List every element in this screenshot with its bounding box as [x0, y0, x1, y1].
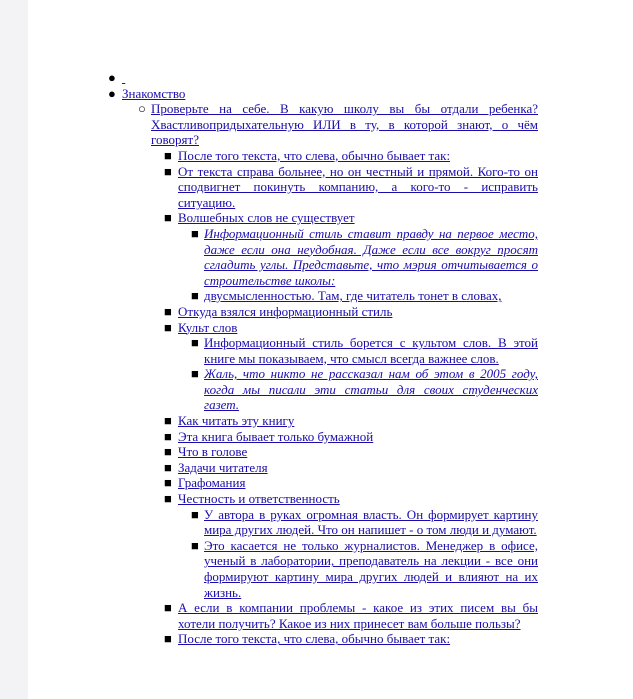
link-item[interactable]: А если в компании проблемы - какое из этих писем вы бы хотели получить? Какое из них принесет вам больше пользы? — [178, 600, 538, 631]
bullet-square-icon: ■ — [191, 366, 199, 382]
bullet-circle-icon: ○ — [138, 101, 146, 117]
bullet-square-icon: ■ — [164, 491, 172, 507]
link-item[interactable]: У автора в руках огромная власть. Он формирует картину мира других людей. Что он напишет - о том люди и думают. — [204, 506, 538, 538]
outline-level-3 — [164, 147, 538, 647]
link-item[interactable]: Информационный стиль ставит правду на первое место, даже если она неудобная. Даже если все вокруг просят сгладить углы. Представьте, что мэрия отчитывается о строительстве школы: — [204, 225, 538, 288]
bullet-square-icon: ■ — [164, 303, 172, 319]
outline-level-4 — [191, 335, 538, 413]
bullet-square-icon: ■ — [164, 413, 172, 429]
bullet-square-icon: ■ — [164, 163, 172, 179]
bullet-square-icon: ■ — [191, 506, 199, 522]
link-item[interactable]: После того текста, что слева, обычно бывает так: — [178, 631, 451, 647]
bullet-square-icon: ■ — [164, 210, 172, 226]
bullet-square-icon: ■ — [191, 335, 199, 351]
link-item[interactable]: Задачи читателя — [178, 459, 268, 475]
outline-item-intro — [108, 85, 538, 647]
link-item[interactable]: После того текста, что слева, обычно бывает так: — [178, 147, 451, 163]
link-item[interactable]: Волшебных слов не существует — [178, 210, 355, 226]
link-item[interactable]: Культ слов — [178, 319, 238, 335]
list-item — [164, 631, 538, 647]
list-item — [164, 459, 538, 476]
bullet-square-icon: ■ — [164, 147, 172, 163]
empty-list-item — [108, 70, 537, 86]
outline-root — [108, 70, 538, 647]
outline-level-4 — [191, 225, 538, 304]
bullet-square-icon: ■ — [164, 475, 172, 491]
bullet-disc-icon: ● — [108, 70, 116, 85]
link-item[interactable]: Эта книга бывает только бумажной — [178, 428, 374, 444]
list-item — [164, 319, 538, 414]
link-item[interactable]: Информационный стиль борется с культом слов. В этой книге мы показываем, что смысл всегда важнее слов. — [204, 335, 538, 366]
link-item[interactable]: От текста справа больнее, но он честный и прямой. Кого-то он сподвигнет покинуть компанию, а кого-то - исправить ситуацию. — [178, 163, 538, 210]
bullet-square-icon: ■ — [164, 631, 172, 647]
list-item — [164, 475, 538, 491]
outline-level-4 — [191, 506, 538, 601]
link-item[interactable]: Графомания — [178, 475, 246, 491]
list-item — [164, 444, 538, 460]
bullet-square-icon: ■ — [164, 444, 172, 460]
list-item — [191, 537, 538, 600]
link-item[interactable]: Честность и ответственность — [178, 491, 340, 507]
bullet-disc-icon: ● — [108, 85, 116, 101]
list-item — [164, 428, 538, 445]
list-item — [164, 303, 538, 320]
link-item[interactable]: Откуда взялся информационный стиль — [178, 303, 393, 319]
list-item — [191, 288, 538, 304]
bullet-square-icon: ■ — [164, 319, 172, 335]
bullet-square-icon: ■ — [191, 537, 199, 553]
link-item[interactable]: двусмысленностью. Там, где читатель тонет в словах, — [204, 288, 502, 304]
link-item[interactable]: Как читать эту книгу — [178, 413, 295, 429]
list-item — [191, 366, 538, 413]
list-item — [191, 335, 538, 366]
list-item — [164, 491, 538, 600]
link-intro[interactable]: Знакомство — [122, 85, 186, 101]
outline-level-2 — [138, 101, 538, 647]
list-item — [164, 413, 538, 429]
bullet-square-icon: ■ — [164, 459, 172, 475]
list-item — [164, 163, 538, 211]
link-item[interactable]: Жаль, что никто не рассказал нам об этом в 2005 году, когда мы писали эти статьи для своих студенческих газет. — [204, 366, 538, 413]
list-item — [164, 147, 538, 164]
bullet-square-icon: ■ — [164, 428, 172, 444]
list-item — [191, 506, 538, 538]
list-item — [164, 600, 538, 631]
bullet-square-icon: ■ — [164, 600, 172, 616]
link-q1[interactable]: Проверьте на себе. В какую школу вы бы отдали ребенка? Хвастливопридыхательную ИЛИ в ту, в которой знают, о чём говорят? — [151, 101, 538, 148]
link-item[interactable]: Что в голове — [178, 444, 248, 460]
bullet-square-icon: ■ — [191, 225, 199, 241]
list-item — [164, 210, 538, 304]
bullet-square-icon: ■ — [191, 288, 199, 304]
list-item — [191, 225, 538, 288]
outline-item-q1 — [138, 101, 538, 647]
link-item[interactable]: Это касается не только журналистов. Менеджер в офисе, ученый в лаборатории, преподаватель на лекции - все они формируют картину мира других людей и влияют на их жизнь. — [204, 537, 538, 600]
